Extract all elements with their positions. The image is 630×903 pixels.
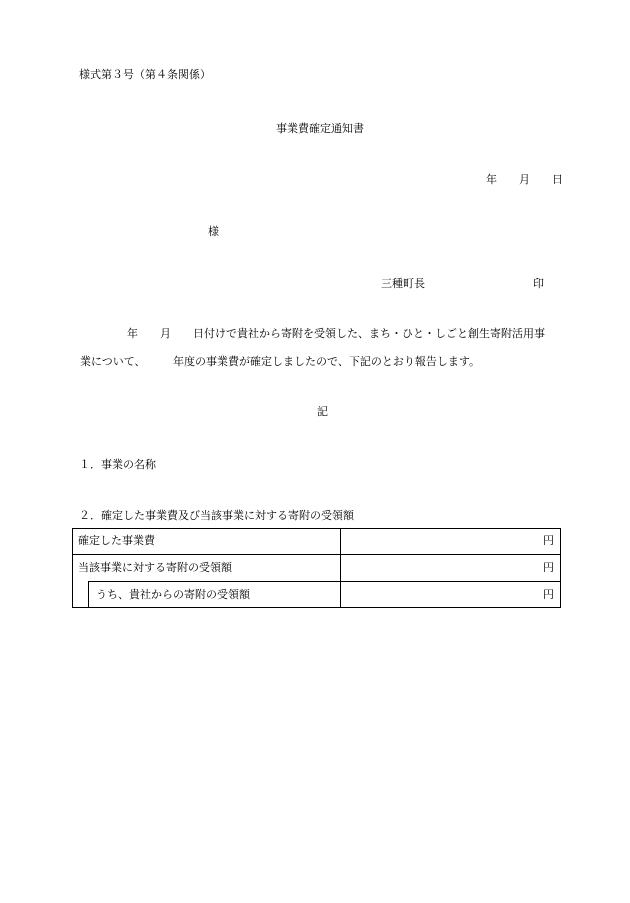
- donation-table: [72, 528, 561, 608]
- body-line-2: 業について、 年度の事業費が確定しましたので、下記のとおり報告します。: [80, 355, 480, 368]
- ki-heading: 記: [317, 405, 328, 418]
- amount-cell: 円: [543, 534, 554, 547]
- section-item-1: １．事業の名称: [79, 458, 156, 471]
- document-title: 事業費確定通知書: [276, 122, 364, 135]
- row-label: 当該事業に対する寄附の受領額: [78, 561, 232, 574]
- form-number: 様式第３号（第４条関係）: [79, 68, 211, 81]
- addressee-suffix: 様: [208, 225, 219, 238]
- table-row: [72, 528, 561, 554]
- table-row: [72, 555, 561, 581]
- body-line-1: 年 月 日付けで貴社から寄附を受領した、まち・ひと・しごと創生寄附活用事: [127, 327, 545, 340]
- table-row: [72, 582, 561, 608]
- amount-cell: 円: [543, 561, 554, 574]
- section-item-2: ２．確定した事業費及び当該事業に対する寄附の受領額: [79, 509, 354, 522]
- amount-cell: 円: [543, 588, 554, 601]
- row-label: 確定した事業費: [78, 534, 155, 547]
- row-label: うち、貴社からの寄附の受領額: [96, 588, 250, 601]
- seal-mark: 印: [533, 277, 544, 290]
- sender-name: 三種町長: [381, 277, 425, 290]
- date-line: 年 月 日: [486, 173, 563, 186]
